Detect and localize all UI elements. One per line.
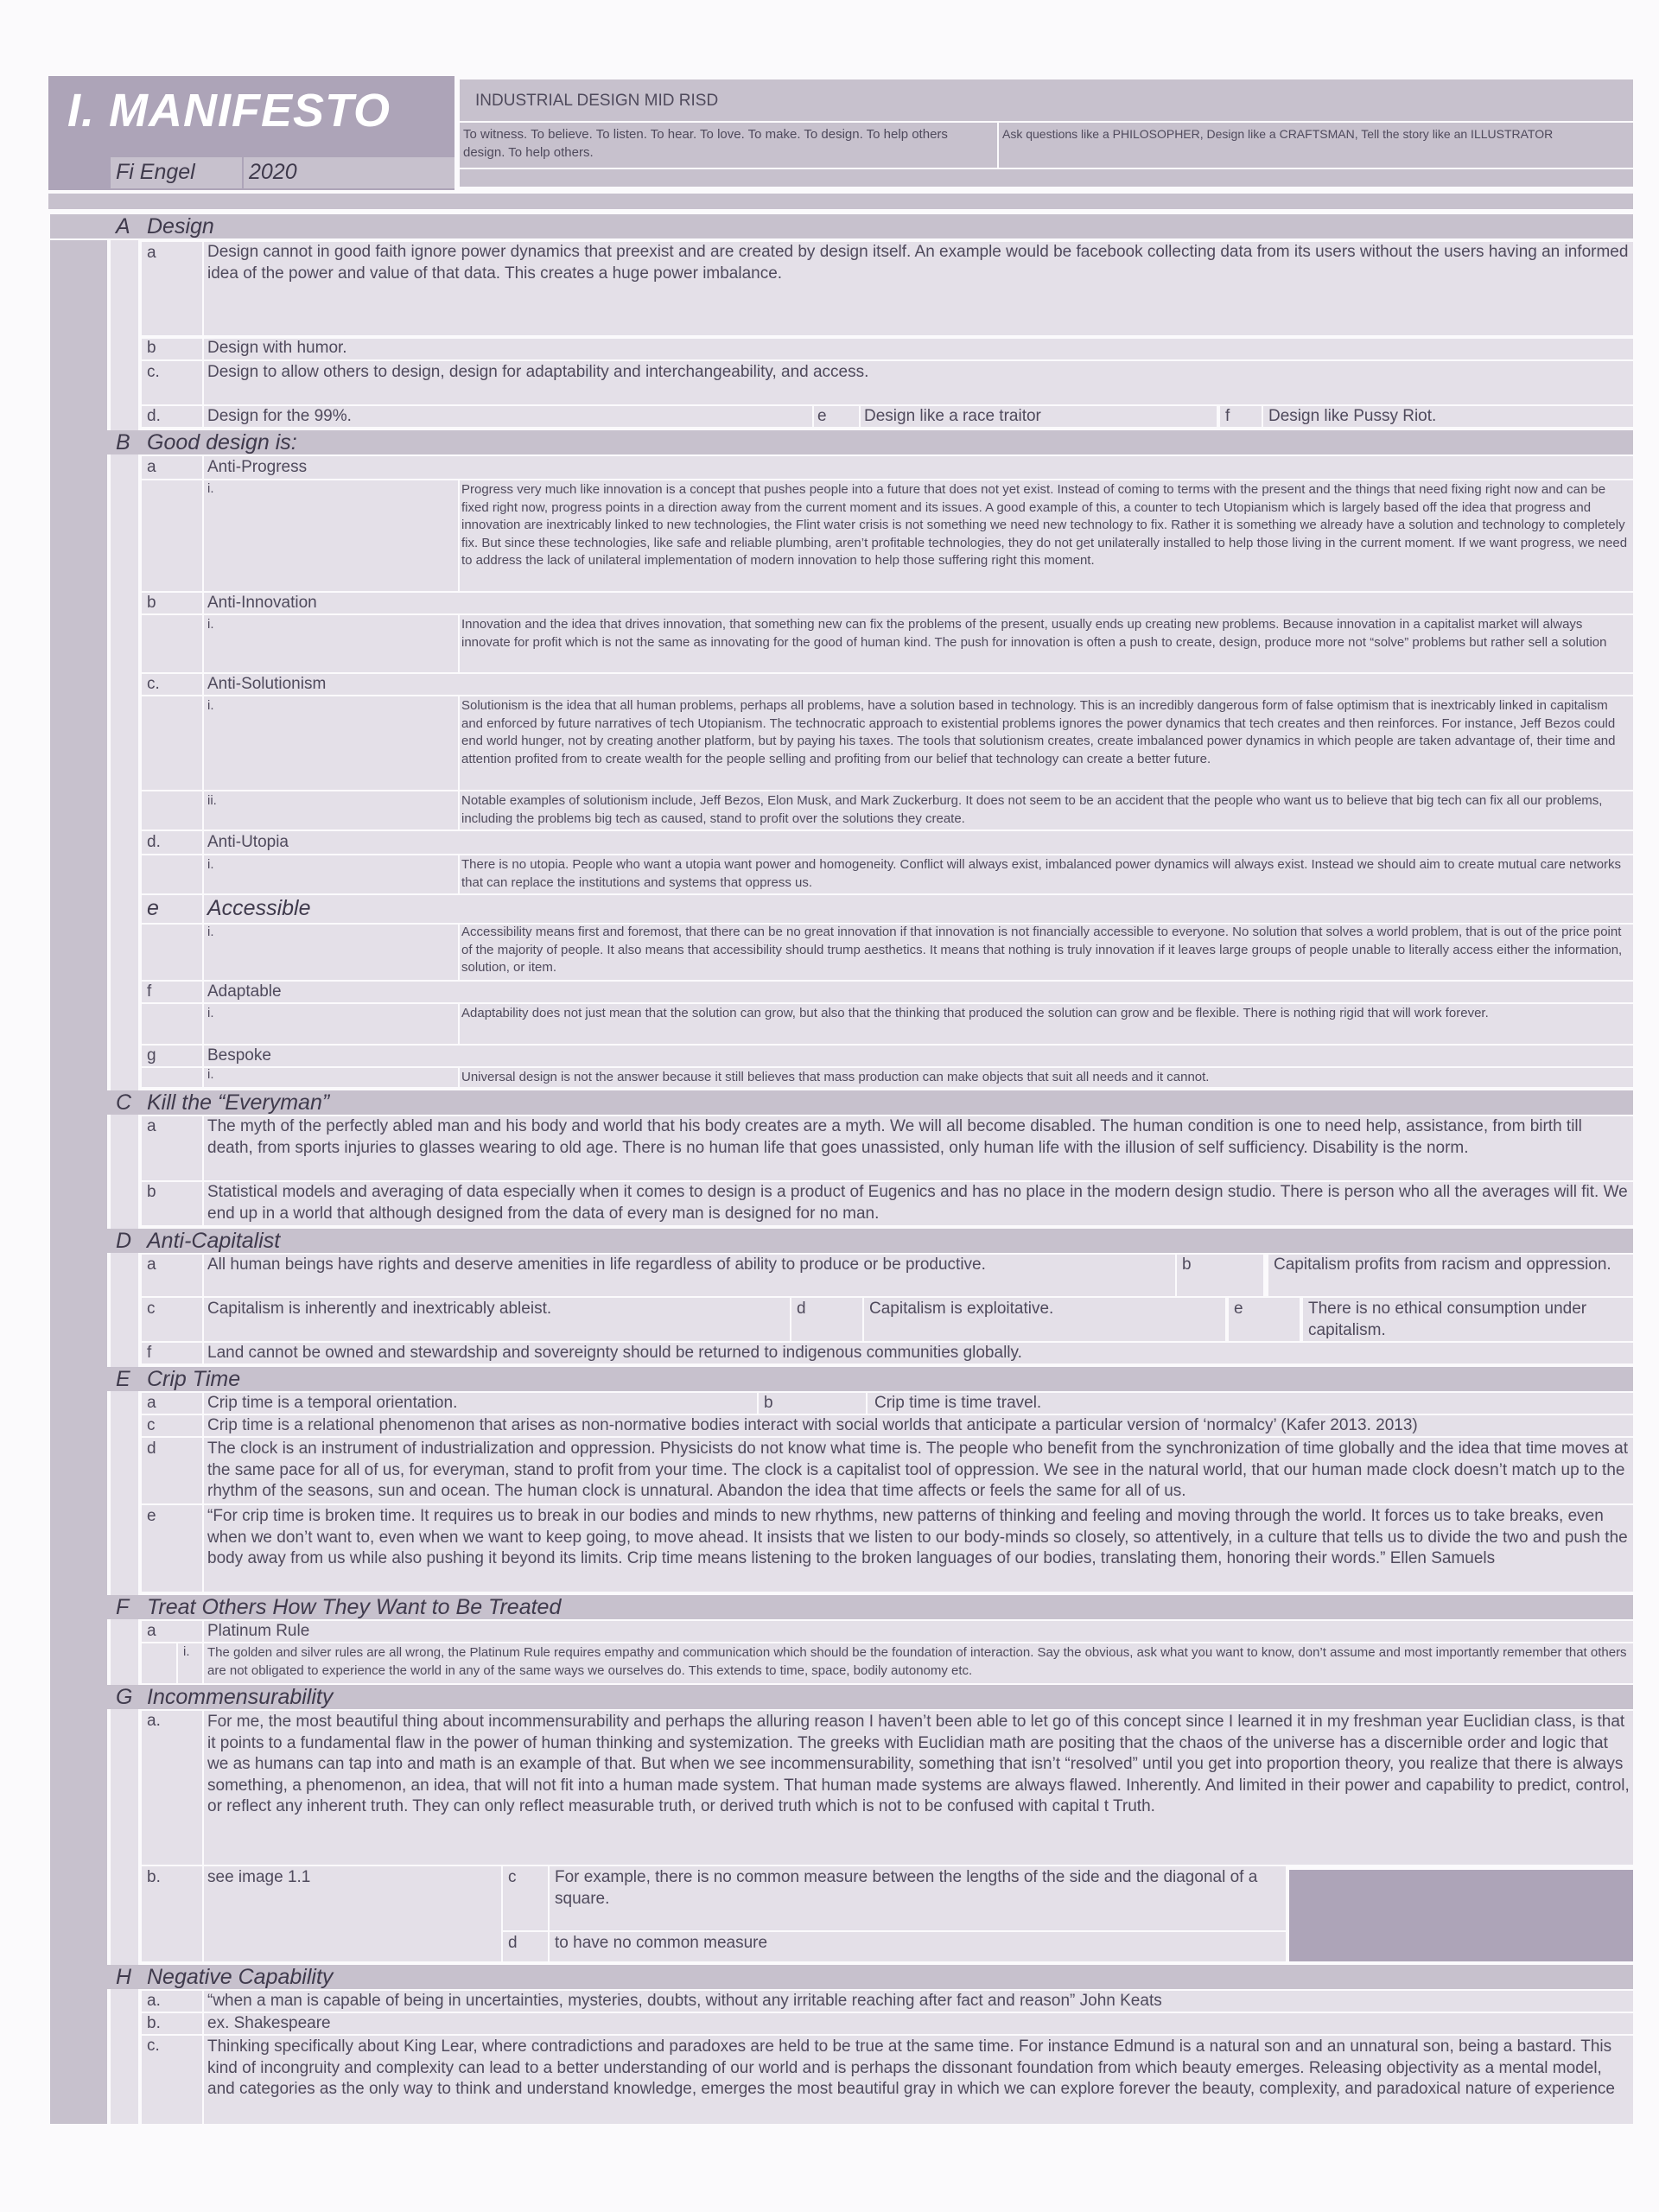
- anti-progress-text: Progress very much like innovation is a concept that pushes people into a future that does not yet exist. Instead of coming to terms with the present and the things that need fixing right now and can be fixed right now, progress points in a direction away from the current moment and its issues. A good example of this, a counter to tech Utopianism which is largely based off the idea that progress and innovation are inextricably linked to new technologies, the Flint water crisis is not something we need new technology to fix. Rather it is something we already have a solution and technology to completely fix. But since these technologies, like safe and reliable plumbing, aren’t profitable technologies, they do not get unilaterally installed to help those living in the current moment. If we want progress, we need to address the lack of unilateral implementation of modern innovation to help those suffering right this moment.: [461, 482, 1628, 568]
- design-e-text: Design like a race traitor: [864, 407, 1041, 425]
- text-cell: [204, 1621, 1633, 1642]
- section-letter-g: G: [116, 1685, 133, 1709]
- item-label: f: [147, 1344, 152, 1362]
- header-spacer-row: [460, 169, 1633, 187]
- section-letter-f: F: [116, 1595, 130, 1619]
- item-label: d.: [147, 407, 161, 425]
- item-label: i.: [207, 925, 214, 939]
- item-label: i.: [207, 698, 214, 713]
- item-label: c.: [147, 2037, 160, 2055]
- design-a-text: Design cannot in good faith ignore power dynamics that preexist and are created by design itself. An example would be facebook collecting data from its users without the users having an informed idea of the power and value of that data. This creates a huge power imbalance.: [207, 243, 1629, 283]
- label-cell: [178, 1643, 202, 1683]
- item-label: i.: [183, 1644, 190, 1659]
- anti-solutionism-text: Solutionism is the idea that all human problems, perhaps all problems, have a solution based in technology. This is an incredibly dangerous form of false optimism that is inextricably linked in capitalism and enforced by future narratives of tech Utopianism. The technocratic approach to existential problems ignores the power dynamics that tech creates and then reinforces. For instance, Jeff Bezos could end world hunger, not by creating another platform, but by paying his taxes. The tools that solutionism creates, create imbalanced power dynamics in which people are taken advantage of, their time and attention profited from to create wealth for the people selling and profiting from our belief that technology can create a better future.: [461, 698, 1616, 766]
- bespoke-text: Universal design is not the answer because it still believes that mass production can make objects that suit all needs and it cannot.: [461, 1070, 1210, 1084]
- adaptable-text: Adaptability does not just mean that the solution can grow, but also that the thinking that produced the solution can grow and be flexible. There is nothing rigid that will work forever.: [461, 1006, 1489, 1020]
- keats-quote: “when a man is capable of being in uncertainties, mysteries, doubts, without any irritable reaching after fact and reason” John Keats: [207, 1992, 1162, 2010]
- section-title-a: Design: [147, 214, 214, 238]
- item-label: c.: [147, 363, 160, 381]
- solutionism-examples-text: Notable examples of solutionism include, Jeff Bezos, Elon Musk, and Mark Zuckerburg. It does not seem to be an accident that the people who want us to believe that big tech can fix all our problems, including the problems big tech as caused, stand to profit over the solutions they create.: [461, 793, 1603, 826]
- letter-gutter: [111, 240, 138, 2124]
- anti-utopia-text: There is no utopia. People who want a utopia want power and homogeneity. Conflict will always exist, imbalanced power dynamics will always exist. Instead we should aim to create mutual care networks that can replace the institutions and systems that oppress us.: [461, 857, 1622, 890]
- label-cell: [142, 1068, 202, 1087]
- label-cell: [142, 1004, 202, 1044]
- item-label: c: [147, 1300, 156, 1318]
- item-label: i.: [207, 617, 214, 632]
- item-label: f: [1225, 407, 1230, 425]
- section-title-c: Kill the “Everyman”: [147, 1090, 330, 1115]
- label-cell: [142, 615, 202, 672]
- capitalism-d-text: Capitalism is exploitative.: [869, 1300, 1054, 1318]
- text-cell: [204, 593, 1633, 613]
- item-label: f: [147, 982, 152, 1001]
- item-label: ii.: [207, 793, 217, 808]
- subsection-title: Anti-Innovation: [207, 594, 317, 612]
- design-b-text: Design with humor.: [207, 339, 347, 357]
- item-label: b.: [147, 1868, 161, 1886]
- text-cell: [204, 982, 1633, 1002]
- everyman-a-text: The myth of the perfectly abled man and his body and world that his body creates are a myth. We will all become disabled. The human condition is one to need help, assistance, from birth till death, from sports injuries to glasses wearing to old age. There is no human life that goes unassisted, only human life with the illusion of self sufficiency. Disability is the norm.: [207, 1117, 1582, 1157]
- anti-innovation-text: Innovation and the idea that drives innovation, that something new can fix the problems of the present, usually ends up creating new problems. Because innovation in a capitalist market will always innovate for profit which is not the same as innovating for the good of human kind. The push for innovation is often a push to create, design, produce more not “solve” problems but rather sell a solution: [461, 617, 1607, 650]
- capitalism-b-text: Capitalism profits from racism and oppression.: [1274, 1255, 1611, 1274]
- section-letter-c: C: [116, 1090, 132, 1115]
- capitalism-f-text: Land cannot be owned and stewardship and sovereignty should be returned to indigenous communities globally.: [207, 1344, 1022, 1362]
- item-label: b.: [147, 2014, 161, 2032]
- item-label: e: [1234, 1300, 1243, 1318]
- label-cell: [142, 855, 202, 893]
- section-title-g: Incommensurability: [147, 1685, 334, 1709]
- statement: To witness. To believe. To listen. To hear. To love. To make. To design. To help others design. To help others.: [463, 127, 948, 160]
- label-cell: [204, 480, 458, 591]
- item-label: i.: [207, 481, 214, 496]
- item-label: c.: [147, 675, 160, 693]
- header-band: [48, 194, 1633, 209]
- label-cell: [204, 696, 458, 790]
- text-cell: [204, 831, 1633, 854]
- item-label: a: [147, 458, 156, 476]
- subsection-title: Anti-Solutionism: [207, 675, 327, 693]
- text-cell: [204, 339, 1633, 359]
- author-name: Fi Engel: [116, 160, 195, 184]
- item-label: d.: [147, 833, 161, 851]
- section-title-f: Treat Others How They Want to Be Treated: [147, 1595, 562, 1619]
- design-c-text: Design to allow others to design, design for adaptability and interchangeability, and access.: [207, 363, 869, 381]
- item-label: d: [147, 1440, 156, 1458]
- text-cell: [204, 1046, 1633, 1066]
- crip-time-b-text: Crip time is time travel.: [874, 1394, 1042, 1412]
- motto: Ask questions like a PHILOSOPHER, Design like a CRAFTSMAN, Tell the story like an ILLUSTRATOR: [1002, 127, 1554, 141]
- item-label: i.: [207, 1006, 214, 1020]
- item-label: i.: [207, 857, 214, 872]
- item-label: e: [147, 896, 159, 920]
- label-cell: [204, 925, 458, 980]
- item-label: c: [508, 1868, 517, 1886]
- label-cell: [204, 791, 458, 830]
- subsection-title: Adaptable: [207, 982, 282, 1001]
- item-label: e: [147, 1507, 156, 1525]
- incommensurability-a-text: For me, the most beautiful thing about incommensurability and perhaps the alluring reason I haven’t been able to let go of this concept since I learned it in my freshman year Euclidian class, is that it points to a fundamental flaw in the power of human thinking and systemization. The greeks with Euclidian math are positing that the chaos of the universe has a discernible order and logic that we as humans can tap into and math is an example of that. But when we see incommensurability, something that isn’t “resolved” until you get into proportion theory, you realize that there is always something, a phenomenon, an idea, that will not fit into a human made system. That human made systems are always flawed. Inherently. And limited in their power and capability to predict, control, or reflect any inherent truth. They can only reflect measurable truth, or derived truth which is not to be confused with capital t Truth.: [207, 1713, 1630, 1815]
- see-image-text: see image 1.1: [207, 1868, 311, 1886]
- accessible-text: Accessibility means first and foremost, that there can be no great innovation if that innovation is not financially accessible to everyone. No solution that solves a world problem, that is out of the price point of the majority of people. It also means that accessibility should trump aesthetics. It means that nothing is truly innovation if it leaves large groups of people unable to literally access either the information, solution, or item.: [461, 925, 1623, 975]
- section-title-b: Good design is:: [147, 430, 297, 454]
- label-cell: [142, 696, 202, 790]
- section-title-h: Negative Capability: [147, 1965, 334, 1989]
- capitalism-a-text: All human beings have rights and deserve amenities in life regardless of ability to produce or be productive.: [207, 1255, 986, 1274]
- crip-time-c-text: Crip time is a relational phenomenon that arises as non-normative bodies interact with social worlds that anticipate a particular version of ‘normalcy’ (Kafer 2013. 2013): [207, 1416, 1418, 1434]
- design-d-text: Design for the 99%.: [207, 407, 352, 425]
- section-header-a: [50, 214, 1633, 238]
- item-label: b: [764, 1394, 773, 1412]
- image-placeholder: [1289, 1870, 1633, 1961]
- section-letter-b: B: [116, 430, 130, 454]
- text-cell: [204, 2013, 1633, 2034]
- item-label: a: [147, 1255, 156, 1274]
- capitalism-e-text: There is no ethical consumption under capitalism.: [1308, 1300, 1587, 1339]
- shakespeare-text: ex. Shakespeare: [207, 2014, 331, 2032]
- label-cell: [204, 1004, 458, 1044]
- subsection-title: Anti-Utopia: [207, 833, 289, 851]
- page-title: I. MANIFESTO: [67, 85, 391, 137]
- left-gutter: [50, 240, 107, 2124]
- subsection-title: Accessible: [207, 896, 311, 920]
- item-label: e: [817, 407, 827, 425]
- label-cell: [142, 1711, 202, 1865]
- text-cell: [204, 674, 1633, 695]
- crip-time-d-text: The clock is an instrument of industrialization and oppression. Physicists do not know what time is. The people who benefit from the synchronization of time globally and the idea that time moves at the same pace for all of us, for everyman, stand to profit from your time. The clock is a capitalist tool of oppression. We see in the natural world, that our human made clock doesn’t match up to the rhythm of the seasons, sun and ocean. The human clock is unnatural. Abandon the idea that time affects or feels the same for all of us.: [207, 1440, 1629, 1500]
- item-label: b: [147, 594, 156, 612]
- section-letter-e: E: [116, 1367, 130, 1391]
- section-letter-h: H: [116, 1965, 132, 1989]
- item-label: g: [147, 1046, 156, 1065]
- item-label: a: [147, 1117, 156, 1135]
- capitalism-c-text: Capitalism is inherently and inextricably ableist.: [207, 1300, 552, 1318]
- course-name: INDUSTRIAL DESIGN MID RISD: [475, 92, 719, 110]
- label-cell: [759, 1393, 866, 1414]
- item-label: i.: [207, 1067, 214, 1082]
- king-lear-text: Thinking specifically about King Lear, where contradictions and paradoxes are held to be true at the same time. For instance Edmund is a natural son and an unnatural son, being a bastard. This kind of incongruity and complexity can lead to a better understanding of our world and is perhaps the dissonant foundation from which beauty emerges. Releasing objectivity as a mental model, and categories as the only way to think and understand knowledge, emerges the most beautiful gray in which we can explore forever the beauty, complexity, and paradoxical nature of experience: [207, 2037, 1615, 2098]
- crip-time-e-text: “For crip time is broken time. It requires us to break in our bodies and minds to new rhythms, new patterns of thinking and feeling and moving through the world. It forces us to take breaks, even when we don’t want to, even when we want to keep going, to move ahead. It insists that we listen to our body-minds so closely, so attentively, in a culture that tells us to divide the two and push the body away from us while also pushing it beyond its limits. Crip time means listening to the broken languages of our bodies, translating them, honoring their words.” Ellen Samuels: [207, 1507, 1628, 1567]
- label-cell: [204, 615, 458, 672]
- label-cell: [142, 480, 202, 591]
- label-cell: [142, 925, 202, 980]
- label-cell: [204, 1068, 458, 1087]
- section-header-e: [50, 1367, 1633, 1391]
- section-letter-d: D: [116, 1229, 132, 1253]
- subsection-title: Anti-Progress: [207, 458, 308, 476]
- item-label: b: [147, 1183, 156, 1201]
- section-title-e: Crip Time: [147, 1367, 241, 1391]
- item-label: b: [1182, 1255, 1192, 1274]
- item-label: c: [147, 1416, 156, 1434]
- item-label: b: [147, 339, 156, 357]
- item-label: d: [797, 1300, 806, 1318]
- section-header-d: [50, 1229, 1633, 1253]
- subsection-title: Bespoke: [207, 1046, 271, 1065]
- incommensurability-c-text: For example, there is no common measure between the lengths of the side and the diagonal of a square.: [555, 1868, 1258, 1908]
- item-label: a: [147, 1394, 156, 1412]
- item-label: a.: [147, 1992, 161, 2010]
- label-cell: [142, 791, 202, 830]
- everyman-b-text: Statistical models and averaging of data especially when it comes to design is a product of Eugenics and has no place in the modern design studio. There is person who all the averages will fit. We end up in a world that although designed from the data of every man is designed for no man.: [207, 1183, 1628, 1223]
- year: 2020: [249, 160, 297, 184]
- platinum-rule-text: The golden and silver rules are all wrong, the Platinum Rule requires empathy and communication which should be the foundation of interaction. Say the obvious, ask what you want to know, don’t assume and most importantly remember that others are not obligated to experience the world in any of the same ways we ourselves do. This extends to time, space, bodily autonomy etc.: [207, 1645, 1627, 1678]
- section-title-d: Anti-Capitalist: [147, 1229, 281, 1253]
- subsection-title: Platinum Rule: [207, 1622, 310, 1640]
- item-label: a: [147, 1622, 156, 1640]
- text-cell: [204, 456, 1633, 479]
- design-f-text: Design like Pussy Riot.: [1268, 407, 1437, 425]
- label-cell: [204, 855, 458, 893]
- incommensurability-d-text: to have no common measure: [555, 1934, 768, 1952]
- item-label: d: [508, 1934, 518, 1952]
- item-label: a.: [147, 1712, 161, 1730]
- section-letter-a: A: [116, 214, 130, 238]
- label-cell: [142, 1643, 176, 1683]
- crip-time-a-text: Crip time is a temporal orientation.: [207, 1394, 458, 1412]
- text-cell: [204, 895, 1633, 923]
- item-label: a: [147, 244, 156, 262]
